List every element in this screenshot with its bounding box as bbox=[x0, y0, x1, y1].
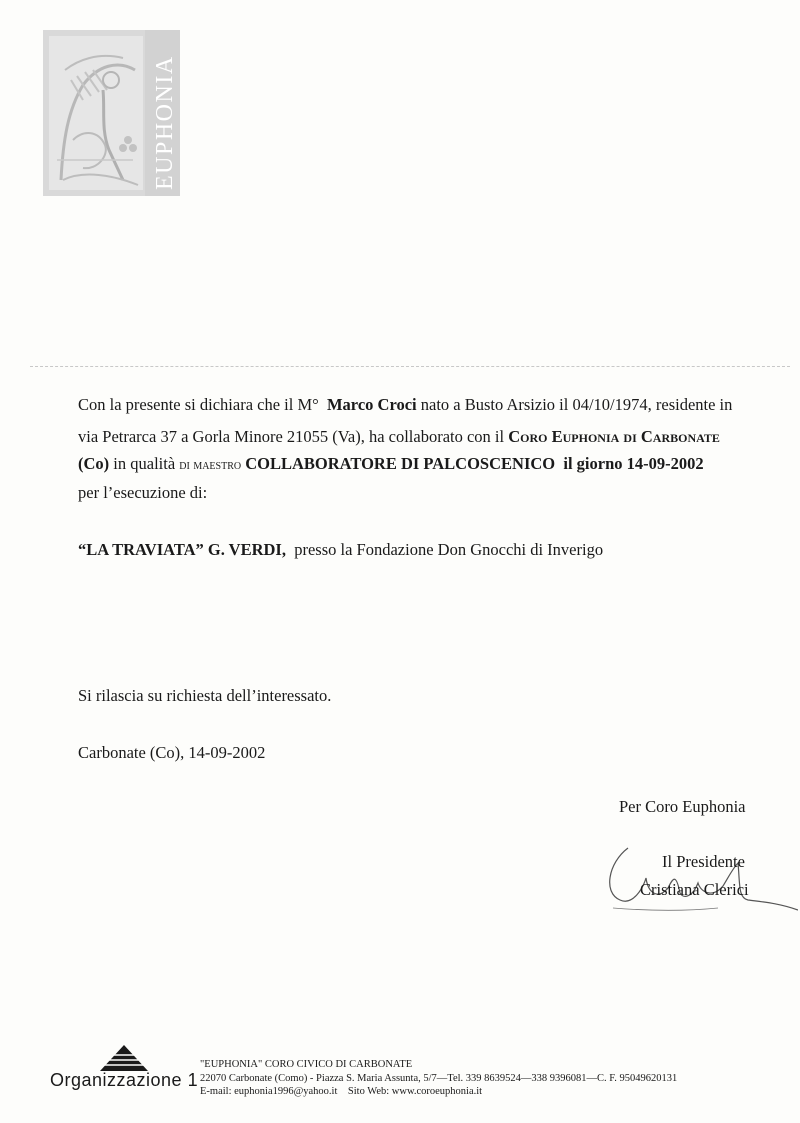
footer-contacts-line bbox=[200, 1085, 677, 1099]
footer-email: E-mail: euphonia1996@yahoo.it bbox=[200, 1086, 338, 1097]
role: COLLABORATORE DI PALCOSCENICO bbox=[245, 454, 556, 473]
release-statement: Si rilascia su richiesta dell’interessato. bbox=[78, 686, 332, 705]
event-date: il giorno 14-09-2002 bbox=[563, 454, 704, 473]
body-line-1: Con la presente si dichiara che il M° Marco Croci nato a Busto Arsizio il 04/10/1974, residente in bbox=[78, 395, 733, 414]
footer-contact bbox=[200, 1058, 677, 1099]
person-name: Marco Croci bbox=[326, 395, 417, 414]
organization-label: Organizzazione 1 bbox=[50, 1070, 199, 1090]
handwritten-signature bbox=[598, 838, 798, 918]
body-line-4: per l’esecuzione di: bbox=[78, 483, 208, 502]
opera-line bbox=[78, 537, 603, 563]
footer-address: 22070 Carbonate (Como) - Piazza S. Maria Assunta, 5/7—Tel. 339 8639524—338 9396081—C. F. 95049620131 bbox=[200, 1072, 678, 1084]
organizzazione-logo-icon bbox=[98, 1043, 150, 1073]
place-date: Carbonate (Co), 14-09-2002 bbox=[78, 743, 266, 762]
venue: presso la Fondazione Don Gnocchi di Inverigo bbox=[294, 540, 604, 559]
president-title: Il Presidente bbox=[662, 852, 745, 871]
footer-org-name: "EUPHONIA" CORO CIVICO DI CARBONATE bbox=[200, 1059, 413, 1070]
logo-brand-text: EUPHONIA bbox=[152, 55, 178, 190]
sign-for: Per Coro Euphonia bbox=[619, 797, 746, 816]
footer-website: Sito Web: www.coroeuphonia.it bbox=[347, 1086, 483, 1097]
body-line-3: (Co) in qualità di maestro COLLABORATORE DI PALCOSCENICO il giorno 14-09-2002 bbox=[78, 454, 704, 473]
divider bbox=[30, 366, 790, 367]
body-line-2: via Petrarca 37 a Gorla Minore 21055 (Va), ha collaborato con il Coro Euphonia di Carbonate bbox=[78, 427, 720, 446]
choir-name: Coro Euphonia di Carbonate bbox=[508, 427, 720, 446]
euphonia-logo bbox=[43, 30, 180, 196]
opera-title: “LA TRAVIATA” G. VERDI, bbox=[78, 540, 286, 559]
logo-artwork bbox=[43, 30, 180, 196]
president-name: Cristiana Clerici bbox=[640, 880, 749, 899]
